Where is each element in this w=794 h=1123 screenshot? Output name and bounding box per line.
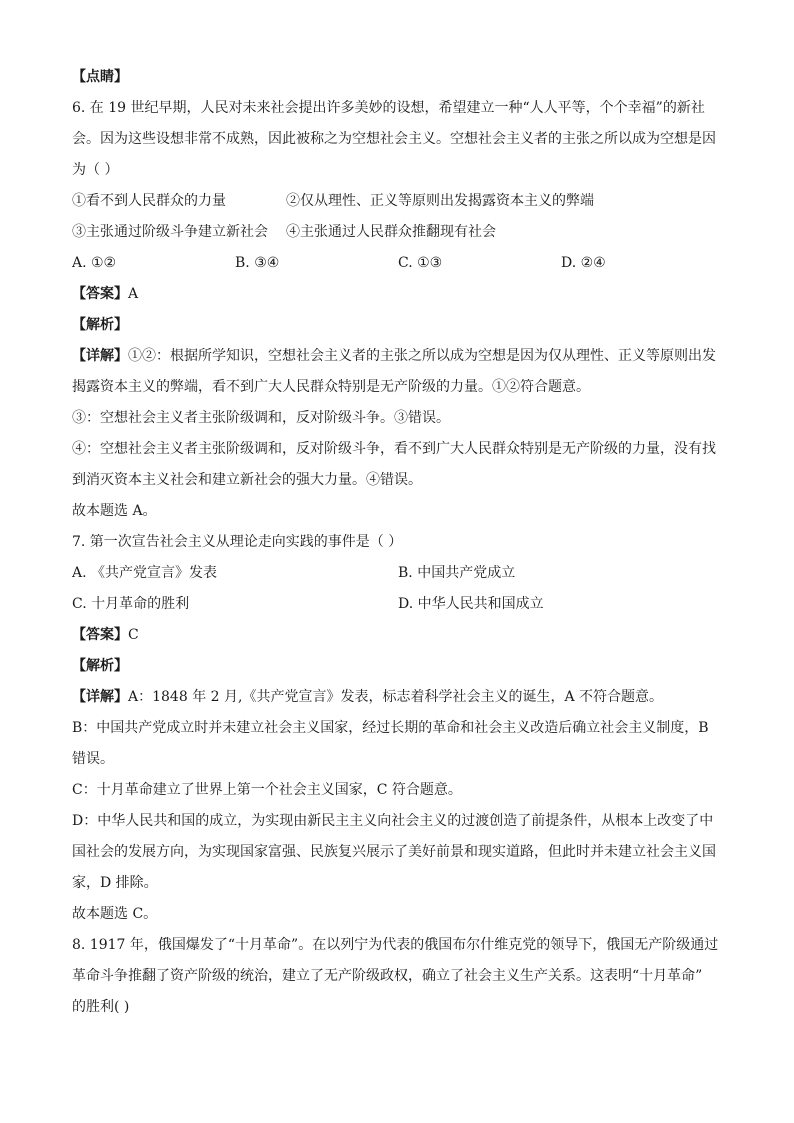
q6-options bbox=[72, 248, 724, 279]
q6-answer-tag: 【答案】 bbox=[72, 286, 128, 302]
q7-options-row-1 bbox=[72, 558, 724, 589]
q7-detail-line-1 bbox=[72, 682, 724, 713]
q6-analysis-tag: 【解析】 bbox=[72, 317, 128, 333]
q7-answer-value: C bbox=[128, 627, 139, 643]
q6-stem-line-1: 6. 在 19 世纪早期，人民对未来社会提出许多美妙的设想，希望建立一种“人人平等，个个幸福”的新社 bbox=[72, 100, 705, 116]
q7-detail-tag: 【详解】 bbox=[72, 689, 128, 705]
q6-detail-line-5: 到消灭资本主义社会和建立新社会的强大力量。④错误。 bbox=[72, 472, 422, 488]
q7-detail-line-3: 错误。 bbox=[72, 751, 114, 767]
q7-detail-line-4: C：十月革命建立了世界上第一个社会主义国家，C 符合题意。 bbox=[72, 782, 462, 798]
q6-statement-2: ②仅从理性、正义等原则出发揭露资本主义的弊端 bbox=[286, 193, 594, 209]
q6-statements-row-2 bbox=[72, 217, 724, 248]
q8-stem-line-3: 的胜利( ) bbox=[72, 999, 130, 1015]
document-page bbox=[72, 62, 724, 1023]
q6-detail-line-3: ③：空想社会主义者主张阶级调和，反对阶级斗争。③错误。 bbox=[72, 410, 450, 426]
q6-statement-4: ④主张通过人民群众推翻现有社会 bbox=[286, 224, 496, 240]
q6-detail-line-6: 故本题选 A。 bbox=[72, 503, 157, 519]
q7-answer bbox=[72, 620, 724, 651]
q7-analysis-tag: 【解析】 bbox=[72, 658, 128, 674]
q6-detail-text-1: ①②：根据所学知识，空想社会主义者的主张之所以成为空想是因为仅从理性、正义等原则出发 bbox=[128, 348, 716, 364]
q6-answer bbox=[72, 279, 724, 310]
dianjing-heading: 【点睛】 bbox=[72, 69, 128, 85]
q7-detail-line-8: 故本题选 C。 bbox=[72, 906, 158, 922]
q6-stem-line-3: 为（ ） bbox=[72, 162, 119, 178]
q6-option-a: A. ①② bbox=[72, 255, 117, 271]
q6-detail-line-2: 揭露资本主义的弊端，看不到广大人民群众特别是无产阶级的力量。①②符合题意。 bbox=[72, 379, 590, 395]
q6-detail-line-1 bbox=[72, 341, 724, 372]
q6-option-b: B. ③④ bbox=[235, 255, 280, 271]
q6-option-d: D. ②④ bbox=[561, 255, 606, 271]
q7-stem: 7. 第一次宣告社会主义从理论走向实践的事件是（ ） bbox=[72, 534, 403, 550]
q7-detail-text-1: A：1848 年 2 月,《共产党宣言》发表，标志着科学社会主义的诞生，A 不符合题意。 bbox=[128, 689, 664, 705]
q7-answer-tag: 【答案】 bbox=[72, 627, 128, 643]
q7-detail-line-6: 国社会的发展方向，为实现国家富强、民族复兴展示了美好前景和现实道路，但此时并未建立社会主义国 bbox=[72, 844, 716, 860]
q7-detail-line-5: D：中华人民共和国的成立，为实现由新民主主义向社会主义的过渡创造了前提条件，从根本上改变了中 bbox=[72, 813, 714, 829]
q6-option-c: C. ①③ bbox=[398, 255, 443, 271]
q6-detail-tag: 【详解】 bbox=[72, 348, 128, 364]
q8-stem-line-2: 革命斗争推翻了资产阶级的统治，建立了无产阶级政权，确立了社会主义生产关系。这表明“十月革命” bbox=[72, 968, 703, 984]
q6-detail-line-4: ④：空想社会主义者主张阶级调和，反对阶级斗争，看不到广大人民群众特别是无产阶级的力量，没有找 bbox=[72, 441, 716, 457]
q7-option-a: A. 《共产党宣言》发表 bbox=[72, 565, 218, 581]
q8-stem-line-1: 8. 1917 年，俄国爆发了“十月革命”。在以列宁为代表的俄国布尔什维克党的领导下，俄国无产阶级通过 bbox=[72, 937, 719, 953]
q6-answer-value: A bbox=[128, 286, 139, 302]
q6-statement-3: ③主张通过阶级斗争建立新社会 bbox=[72, 224, 268, 240]
q7-option-c: C. 十月革命的胜利 bbox=[72, 596, 190, 612]
q7-option-b: B. 中国共产党成立 bbox=[398, 565, 516, 581]
q7-detail-line-2: B：中国共产党成立时并未建立社会主义国家，经过长期的革命和社会主义改造后确立社会主义制度，B bbox=[72, 720, 709, 736]
q6-statement-1: ①看不到人民群众的力量 bbox=[72, 193, 226, 209]
q6-statements-row-1 bbox=[72, 186, 724, 217]
q7-detail-line-7: 家，D 排除。 bbox=[72, 875, 158, 891]
q7-options-row-2 bbox=[72, 589, 724, 620]
q7-option-d: D. 中华人民共和国成立 bbox=[398, 596, 544, 612]
q6-stem-line-2: 会。因为这些设想非常不成熟，因此被称之为空想社会主义。空想社会主义者的主张之所以成为空想是因 bbox=[72, 131, 716, 147]
